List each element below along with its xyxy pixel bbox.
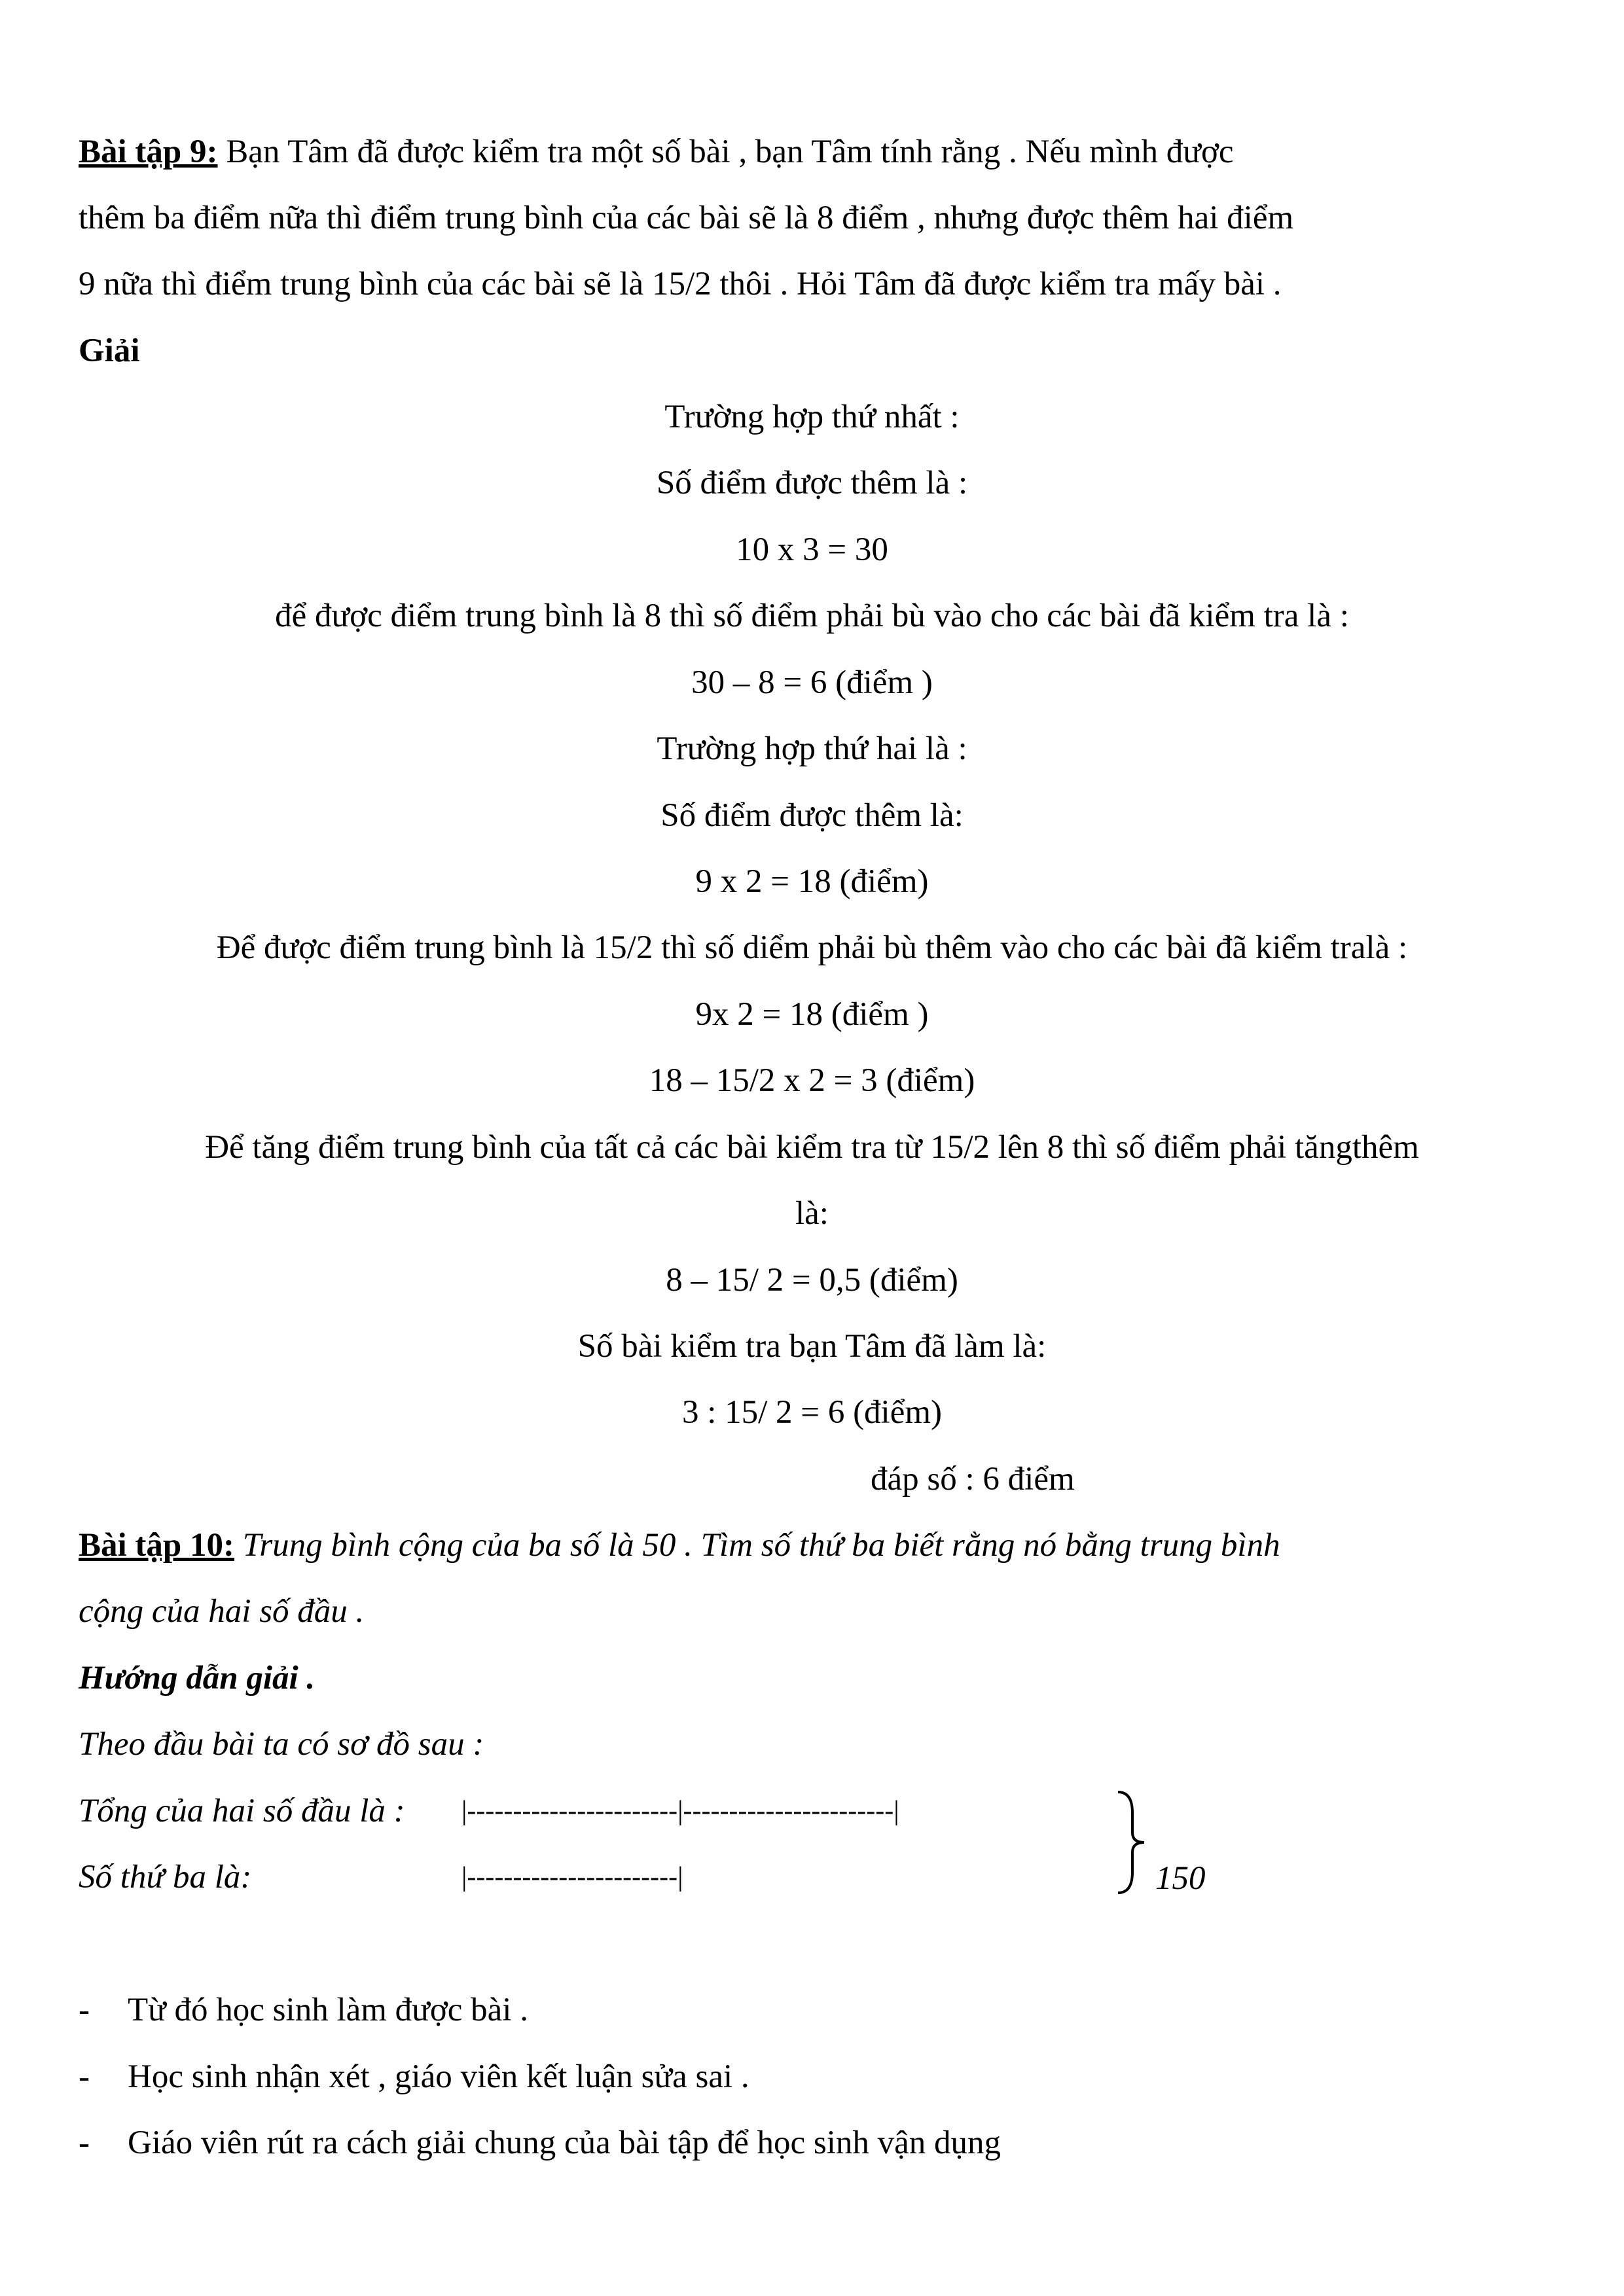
ex9-solution-label: Giải [79, 332, 140, 369]
ex9-solution-line: 8 – 15/ 2 = 0,5 (điểm) [666, 1262, 958, 1299]
ex9-solution-line: Trường hợp thứ nhất : [664, 399, 960, 435]
ex9-solution-line: Số điểm được thêm là: [660, 797, 964, 834]
ex9-line-2: thêm ba điểm nữa thì điểm trung bình của các bài sẽ là 8 điểm , nhưng được thêm hai điểm [79, 200, 1294, 236]
ex9-solution-line: Để tăng điểm trung bình của tất cả các bài kiểm tra từ 15/2 lên 8 thì số điểm phải tăngthêm [205, 1129, 1419, 1166]
ex9-solution-line: là: [795, 1195, 829, 1232]
diagram-brace-icon [1113, 1787, 1152, 1898]
ex9-solution-line: 10 x 3 = 30 [736, 531, 888, 568]
bullet-item: Giáo viên rút ra cách giải chung của bài tập để học sinh vận dụng [128, 2125, 1001, 2161]
ex9-text-1: Bạn Tâm đã được kiểm tra một số bài , bạn Tâm tính rằng . Nếu mình được [226, 134, 1234, 170]
ex9-answer: đáp số : 6 điểm [871, 1461, 1075, 1498]
diagram-row2-bar: |-----------------------| [461, 1862, 683, 1892]
diagram-row1-bar: |-----------------------|-----------------------| [461, 1796, 899, 1826]
bullet-dash: - [79, 2058, 90, 2095]
bullet-dash: - [79, 2125, 90, 2161]
ex9-solution-line: 18 – 15/2 x 2 = 3 (điểm) [649, 1062, 975, 1099]
ex9-solution-line: 30 – 8 = 6 (điểm ) [691, 664, 933, 701]
ex10-diagram-intro: Theo đầu bài ta có sơ đồ sau : [79, 1726, 484, 1763]
ex9-solution-line: Để được điểm trung bình là 15/2 thì số diểm phải bù thêm vào cho các bài đã kiểm tralà : [216, 929, 1408, 966]
bullet-item: Từ đó học sinh làm được bài . [128, 1992, 528, 2028]
ex10-guide-label: Hướng dẫn giải . [79, 1660, 316, 1696]
ex10-label: Bài tập 10: [79, 1527, 235, 1564]
ex9-line-3: 9 nữa thì điểm trung bình của các bài sẽ là 15/2 thôi . Hỏi Tâm đã được kiểm tra mấy bài . [79, 266, 1282, 302]
diagram-row2-label: Số thứ ba là: [79, 1859, 252, 1895]
ex9-label: Bài tập 9: [79, 134, 218, 170]
ex9-solution-line: 9 x 2 = 18 (điểm) [695, 863, 929, 900]
ex9-solution-line: 9x 2 = 18 (điểm ) [695, 996, 929, 1033]
ex10-line-2: cộng của hai số đầu . [79, 1593, 365, 1630]
ex9-solution-line: để được điểm trung bình là 8 thì số điểm phải bù vào cho các bài đã kiểm tra là : [275, 598, 1349, 634]
ex9-solution-line: Trường hợp thứ hai là : [657, 730, 967, 767]
ex9-solution-line: 3 : 15/ 2 = 6 (điểm) [681, 1394, 943, 1431]
diagram-total: 150 [1155, 1860, 1206, 1897]
ex9-solution-line: Số điểm được thêm là : [656, 465, 968, 501]
bullet-dash: - [79, 1992, 90, 2028]
diagram-row1-label: Tổng của hai số đầu là : [79, 1793, 405, 1829]
ex10-line-1 [79, 1526, 1280, 1565]
ex9-solution-line: Số bài kiểm tra bạn Tâm đã làm là: [577, 1328, 1047, 1365]
ex9-line-1 [79, 132, 1234, 171]
bullet-item: Học sinh nhận xét , giáo viên kết luận sửa sai . [128, 2058, 749, 2095]
ex10-text-1: Trung bình cộng của ba số là 50 . Tìm số thứ ba biết rằng nó bằng trung bình [242, 1527, 1280, 1564]
